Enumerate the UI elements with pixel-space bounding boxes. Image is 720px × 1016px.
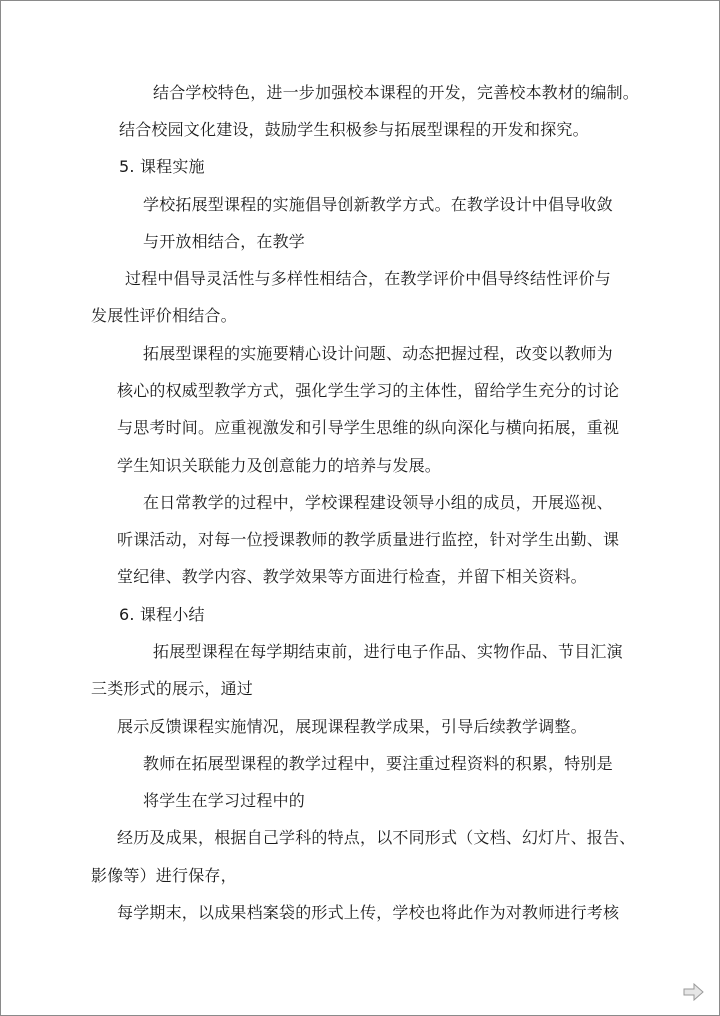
text-line: 学生知识关联能力及创意能力的培养与发展。 [117, 456, 442, 475]
text-line: 与开放相结合，在教学 [143, 232, 306, 251]
text-line: 发展性评价相结合。 [91, 306, 237, 325]
text-line: 拓展型课程的实施要精心设计问题、动态把握过程，改变以教师为 [143, 344, 613, 363]
text-line: 拓展型课程在每学期结束前，进行电子作品、实物作品、节目汇演 [153, 642, 623, 661]
text-line: 教师在拓展型课程的教学过程中，要注重过程资料的积累，特别是 [143, 754, 613, 773]
next-page-arrow-icon[interactable] [683, 983, 705, 1001]
text-line: 与思考时间。应重视激发和引导学生思维的纵向深化与横向拓展，重视 [117, 418, 620, 437]
section-heading: 5. 课程实施 [119, 157, 205, 176]
arrow-right-icon [683, 983, 705, 1001]
text-line: 将学生在学习过程中的 [143, 791, 306, 810]
text-line: 结合学校特色，进一步加强校本课程的开发，完善校本教材的编制。 [153, 83, 640, 102]
text-line: 经历及成果，根据自己学科的特点，以不同形式（文档、幻灯片、报告、 [117, 828, 636, 847]
text-line: 学校拓展型课程的实施倡导创新教学方式。在教学设计中倡导收敛 [143, 195, 613, 214]
text-line: 展示反馈课程实施情况，展现课程教学成果，引导后续教学调整。 [117, 717, 587, 736]
text-line: 在日常教学的过程中，学校课程建设领导小组的成员，开展巡视、 [143, 493, 613, 512]
section-heading: 6. 课程小结 [119, 605, 205, 624]
text-line: 过程中倡导灵活性与多样性相结合，在教学评价中倡导终结性评价与 [125, 269, 612, 288]
text-line: 三类形式的展示，通过 [91, 679, 254, 698]
text-line: 堂纪律、教学内容、教学效果等方面进行检查，并留下相关资料。 [117, 567, 587, 586]
text-line: 听课活动，对每一位授课教师的教学质量进行监控，针对学生出勤、课 [117, 530, 620, 549]
text-line: 每学期末，以成果档案袋的形式上传，学校也将此作为对教师进行考核 [117, 903, 620, 922]
text-line: 结合校园文化建设，鼓励学生积极参与拓展型课程的开发和探究。 [119, 120, 589, 139]
text-line: 核心的权威型教学方式，强化学生学习的主体性，留给学生充分的讨论 [117, 381, 620, 400]
text-line: 影像等）进行保存， [91, 866, 237, 885]
